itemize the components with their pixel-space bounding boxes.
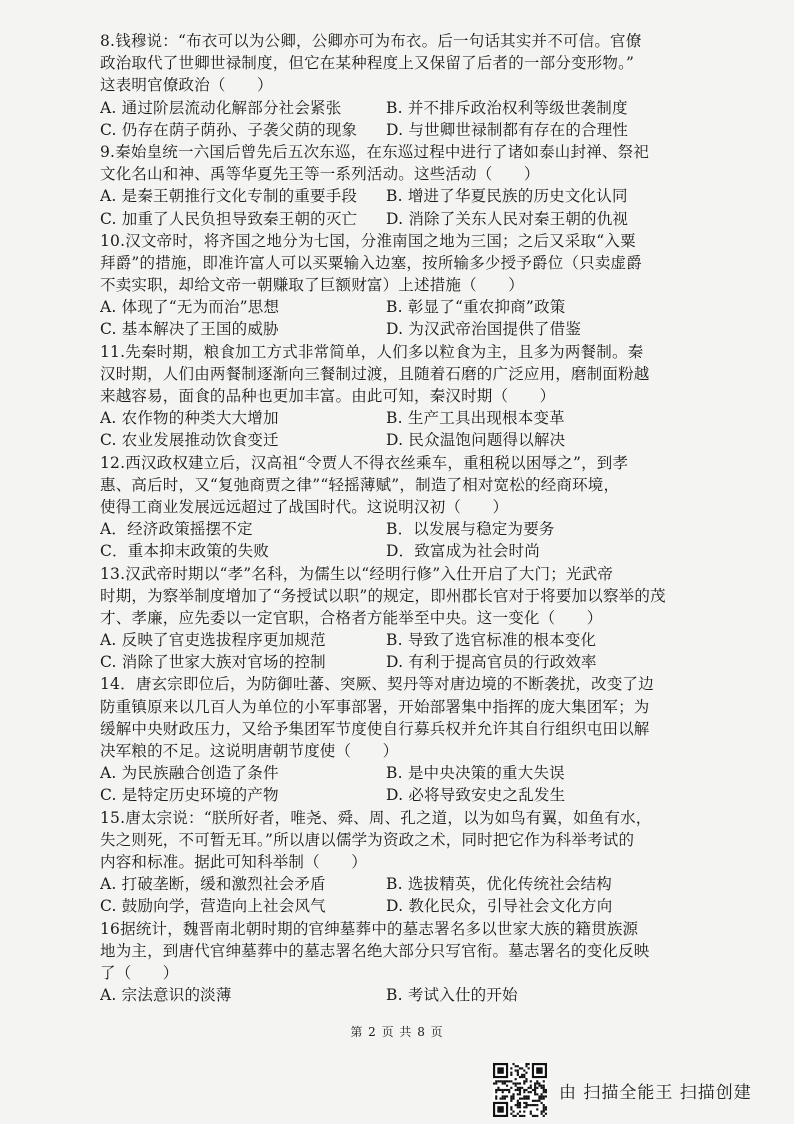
answer-option: C. 鼓励向学，营造向上社会风气 xyxy=(100,897,326,916)
question-stem-line: 16据统计，魏晋南北朝时期的官绅墓葬中的墓志署名多以世家大族的籍贯族源 xyxy=(100,919,639,938)
question xyxy=(100,30,686,141)
question-stem-line: 时期，为察举制度增加了“务授试以职”的规定，即州郡长官对于将要加以察举的茂 xyxy=(100,586,666,605)
answer-option: C. 加重了人民负担导致秦王朝的灭亡 xyxy=(100,209,358,228)
page-number: 第 2 页 共 8 页 xyxy=(350,1025,444,1039)
question-stem-line: 13.汉武帝时期以“孝”名科，为儒生以“经明行修”入仕开启了大门；光武帝 xyxy=(100,564,614,583)
question-stem-line: 14．唐玄宗即位后，为防御吐蕃、突厥、契丹等对唐边境的不断袭扰，改变了边 xyxy=(100,675,654,694)
question xyxy=(100,141,686,230)
question-stem-line: 11.先秦时期，粮食加工方式非常简单，人们多以粒食为主，且多为两餐制。秦 xyxy=(100,342,644,361)
answer-option: D. 教化民众，引导社会文化方向 xyxy=(386,897,613,916)
option-row xyxy=(100,407,686,429)
answer-option: B. 彰显了“重农抑商”政策 xyxy=(386,298,566,317)
question xyxy=(100,230,686,341)
answer-option: D. 与世卿世禄制都有存在的合理性 xyxy=(386,120,629,139)
answer-option: D. 有利于提高官员的行政效率 xyxy=(386,653,597,672)
option-row xyxy=(100,895,686,917)
question-stem-line: 文化名山和神、禹等华夏先王等一系列活动。这些活动（ ） xyxy=(100,165,540,184)
answer-option: D. 必将导致安史之乱发生 xyxy=(386,786,566,805)
question-stem-line: 政治取代了世卿世禄制度，但它在某种程度上又保留了后者的一部分变形物。” xyxy=(100,54,635,73)
question xyxy=(100,673,686,806)
option-row xyxy=(100,97,686,119)
answer-option: B．以发展与稳定为要务 xyxy=(386,520,555,539)
answer-option: A. 反映了官吏选拔程序更加规范 xyxy=(100,631,326,650)
question-stem-line: 防重镇原来以几百人为单位的小军事部署，开始部署集中指挥的庞大集团军；为 xyxy=(100,697,650,716)
answer-option: D. 消除了关东人民对秦王朝的仇视 xyxy=(386,209,629,228)
question-stem-line: 决军粮的不足。这说明唐朝节度使（ ） xyxy=(100,742,399,760)
option-row xyxy=(100,119,686,141)
answer-option: A. 打破垄断，缓和激烈社会矛盾 xyxy=(100,875,326,894)
page-footer xyxy=(0,1023,794,1040)
option-row xyxy=(100,873,686,895)
answer-option: A. 通过阶层流动化解部分社会紧张 xyxy=(100,98,342,117)
question xyxy=(100,452,686,563)
answer-option: B. 生产工具出现根本变革 xyxy=(386,409,565,428)
question-stem-line: 不卖实职，却给文帝一朝赚取了巨额财富）上述措施（ ） xyxy=(100,276,524,295)
option-row xyxy=(100,518,686,540)
question-stem-line: 才、孝廉，应先委以一定官职，合格者方能举至中央。这一变化（ ） xyxy=(100,608,603,627)
option-row xyxy=(100,629,686,651)
question-stem-line: 8.钱穆说：“布衣可以为公卿，公卿亦可为布衣。后一句话其实并不可信。官僚 xyxy=(100,32,642,50)
question-stem-line: 汉时期，人们由两餐制逐渐向三餐制过渡，且随着石磨的广泛应用，磨制面粉越 xyxy=(100,364,650,383)
answer-option: A. 宗法意识的淡薄 xyxy=(100,986,232,1005)
answer-option: B. 考试入仕的开始 xyxy=(386,986,518,1005)
qr-code-icon xyxy=(493,1063,547,1117)
answer-option: C. 基本解决了王国的威胁 xyxy=(100,320,279,339)
answer-option: C. 仍存在荫子荫孙、子袭父荫的现象 xyxy=(100,120,358,139)
question xyxy=(100,563,686,674)
question-stem-line: 10.汉文帝时，将齐国之地分为七国，分淮南国之地为三国；之后又采取“入粟 xyxy=(100,231,636,250)
answer-option: C. 消除了世家大族对官场的控制 xyxy=(100,653,326,672)
option-row xyxy=(100,784,686,806)
answer-option: C. 是特定历史环境的产物 xyxy=(100,786,279,805)
answer-option: A. 农作物的种类大大增加 xyxy=(100,409,279,428)
answer-option: D. 为汉武帝治国提供了借鉴 xyxy=(386,320,582,339)
answer-option: B. 导致了选官标准的根本变化 xyxy=(386,631,597,650)
answer-option: B. 并不排斥政治权利等级世袭制度 xyxy=(386,98,628,117)
question-stem-line: 这表明官僚政治（ ） xyxy=(100,76,273,95)
answer-option: D. 民众温饱问题得以解决 xyxy=(386,431,566,450)
answer-option: A. 体现了“无为而治”思想 xyxy=(100,298,280,317)
question-stem-line: 9.秦始皇统一六国后曾先后五次东巡，在东巡过程中进行了诸如泰山封禅、祭祀 xyxy=(100,142,649,161)
answer-option: B. 增进了华夏民族的历史文化认同 xyxy=(386,187,628,206)
option-row xyxy=(100,540,686,562)
question-stem-line: 12.西汉政权建立后，汉高祖“令贾人不得衣丝乘车，重租税以困辱之”，到孝 xyxy=(100,453,629,472)
answer-option: A. 为民族融合创造了条件 xyxy=(100,764,279,783)
question-stem-line: 拜爵”的措施，即准许富人可以买粟输入边塞，按所输多少授予爵位（只卖虚爵 xyxy=(100,253,642,272)
question-stem-line: 来越容易，面食的品种也更加丰富。由此可知，秦汉时期（ ） xyxy=(100,387,556,405)
option-row xyxy=(100,762,686,784)
question-stem-line: 使得工商业发展远远超过了战国时代。这说明汉初（ ） xyxy=(100,497,509,516)
question-stem-line: 地为主，到唐代官绅墓葬中的墓志署名绝大部分只写官衔。墓志署名的变化反映 xyxy=(100,941,650,960)
answer-option: C．重本抑末政策的失败 xyxy=(100,542,270,561)
question-list xyxy=(100,30,686,1006)
question xyxy=(100,341,686,452)
answer-option: D．致富成为社会时尚 xyxy=(386,542,540,561)
question-stem-line: 失之则死，不可暂无耳。”所以唐以儒学为资政之术，同时把它作为科举考试的 xyxy=(100,830,635,849)
question xyxy=(100,807,686,918)
option-row xyxy=(100,296,686,318)
scanner-brand: 由 扫描全能王 扫描创建 xyxy=(559,1082,752,1103)
question-stem-line: 惠、高后时，又“复弛商贾之律”“轻摇薄赋”，制造了相对宽松的经商环境， xyxy=(100,475,620,494)
answer-option: A．经济政策摇摆不定 xyxy=(100,520,253,539)
question xyxy=(100,918,686,1007)
answer-option: B. 是中央决策的重大失误 xyxy=(386,764,565,783)
option-row xyxy=(100,984,686,1006)
option-row xyxy=(100,651,686,673)
answer-option: C. 农业发展推动饮食变迁 xyxy=(100,431,279,450)
question-stem-line: 了（ ） xyxy=(100,963,179,982)
option-row xyxy=(100,185,686,207)
question-stem-line: 15.唐太宗说：“朕所好者，唯尧、舜、周、孔之道，以为如鸟有翼，如鱼有水， xyxy=(100,808,652,827)
question-stem-line: 内容和标准。据此可知科举制（ ） xyxy=(100,852,367,871)
answer-option: A. 是秦王朝推行文化专制的重要手段 xyxy=(100,187,358,206)
answer-option: B. 选拔精英，优化传统社会结构 xyxy=(386,875,612,894)
option-row xyxy=(100,429,686,451)
question-stem-line: 缓解中央财政压力，又给予集团军节度使自行募兵权并允许其自行组织屯田以解 xyxy=(100,719,650,738)
scanner-watermark xyxy=(493,1062,752,1118)
option-row xyxy=(100,318,686,340)
option-row xyxy=(100,208,686,230)
